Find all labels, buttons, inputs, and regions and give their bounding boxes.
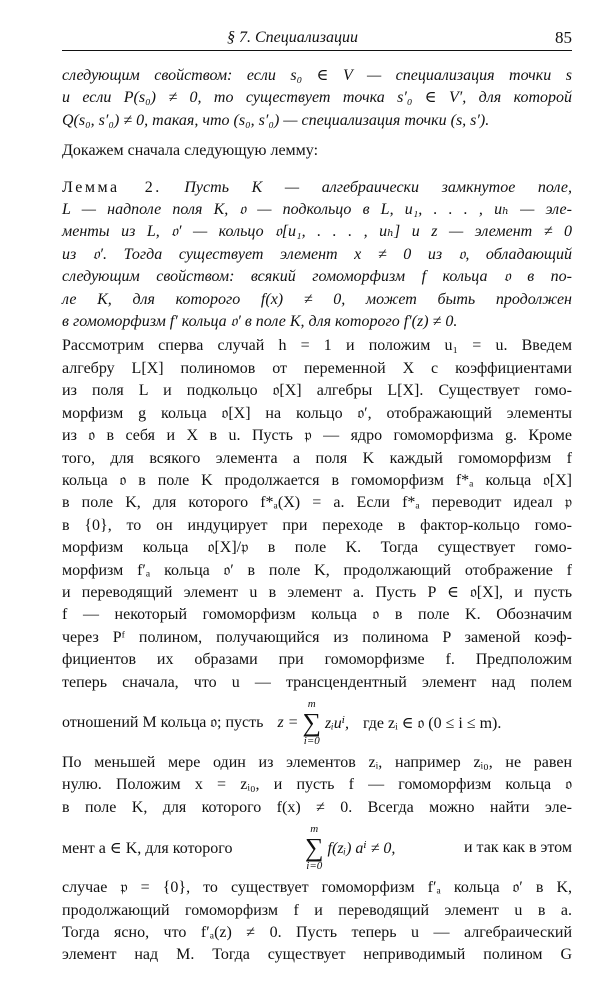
text-line: через Pᶠ полином, получающийся из полинома P заменой коэф- [62,628,572,646]
text-line: из 𝔬′. Тогда существует элемент x ≠ 0 из 𝔬, обладающий [62,245,572,263]
formula-z-sum [62,694,572,752]
text-line: кольца 𝔬 в поле K продолжается в гомоморфизм f*ₐ кольца 𝔬[X] [62,471,572,489]
lemma-text: Пусть K — алгебраически замкнутое поле, [184,178,573,196]
section-title: § 7. Специализации [227,29,358,46]
paragraph-proof [62,335,572,694]
formula-term: zᵢuⁱ, [325,714,350,732]
text-line: случае 𝔭 = {0}, то существует гомоморфизм f′ₐ кольца 𝔬′ в K, [62,879,572,897]
formula-suffix: и так как в этом [463,839,572,857]
sigma-glyph: ∑ [305,833,324,863]
text-line: Тогда ясно, что f′ₐ(z) ≠ 0. Пусть теперь u — алгебраический [62,924,572,941]
text-line: морфизм f′ₐ кольца 𝔬′ в поле K, продолжающий отображение f [62,561,572,579]
formula-suffix: где zᵢ ∈ 𝔬 (0 ≤ i ≤ m). [363,714,502,732]
text-line: из поля L и подкольцо 𝔬[X] алгебры L[X]. Существует гомо- [62,382,572,400]
text-line: в поле K, для которого f(x) ≠ 0. Всегда можно найти эле- [62,798,572,816]
text-line: и переводящий элемент u в элемент a. Пусть P ∈ 𝔬[X], и пусть [62,583,572,601]
text-line: следующим свойством: если s₀ ∈ V — специализация точки s [62,67,572,84]
page-body [62,65,572,967]
formula-term: f(zᵢ) aⁱ ≠ 0, [327,840,396,858]
text-line: и если P(s₀) ≠ 0, то существует точка s′₀ ∈ V′, для которой [62,89,572,107]
formula-body [301,824,395,872]
text-line: По меньшей мере один из элементов zᵢ, например zᵢ₀, не равен [62,753,572,771]
text-line: в гомоморфизм f′ кольца 𝔬′ в поле K, для которого f′(z) ≠ 0. [62,313,458,331]
lemma-label: Лемма 2. [62,178,162,196]
text-line: того, для всякого элемента a поля K каждый гомоморфизм f [62,449,572,467]
text-line: фициентов их образами при гомоморфизме f. Предположим [62,651,572,669]
formula-f-sum [62,819,572,877]
text-line: продолжающий гомоморфизм f и переводящий элемент u в a. [62,901,572,919]
text-line [62,177,572,199]
text-line: элемент над M. Тогда существует неприводимый полином G [62,946,572,964]
text-line: ле K, для которого f(x) ≠ 0, может быть продолжен [62,290,572,308]
paragraph-continuation [62,752,572,819]
text-line: Рассмотрим сперва случай h = 1 и положим u₁ = u. Введем [62,337,572,355]
text-line: алгебру L[X] полиномов от переменной X с коэффициентами [62,359,572,377]
lemma-2 [62,177,572,334]
text-line: менты из L, 𝔬′ — кольцо 𝔬[u₁, . . . , uₕ] и z — элемент ≠ 0 [62,223,572,241]
text-line: f — некоторый гомоморфизм кольца 𝔬 в поле K. Обозначим [62,606,572,624]
sum-lower-limit: i=0 [303,734,320,747]
text-line: нулю. Положим x = zᵢ₀, и пусть f — гомоморфизм кольца 𝔬 [62,776,572,794]
sum-upper-limit: m [307,697,316,710]
text-line: в {0}, то он индуцирует при переходе в фактор-кольцо гомо- [62,516,572,534]
sum-upper-limit: m [310,823,319,836]
text-line: морфизм g кольца 𝔬[X] на кольцо 𝔬′, отображающий элементы [62,404,572,422]
text-line: в поле K, для которого f*ₐ(X) = a. Если f*ₐ переводит идеал 𝔭 [62,494,572,512]
running-head [62,24,572,51]
paragraph-lemma-intro [62,140,572,162]
sum-lower-limit: i=0 [306,860,323,873]
text-line: из 𝔬 в себя и X в u. Пусть 𝔭 — ядро гомоморфизма g. Кроме [62,427,572,445]
formula-prefix: отношений M кольца 𝔬; пусть [62,713,264,731]
sigma-glyph: ∑ [302,707,322,737]
summation-sign [302,699,321,747]
text-line: Q(s₀, s′₀) ≠ 0, такая, что (s₀, s′₀) — специализация точки (s, s′). [62,111,490,129]
text-line: следующим свойством: всякий гомоморфизм f кольца 𝔬 в по- [62,268,572,286]
text-line: L — надполе поля K, 𝔬 — подкольцо в L, u₁, . . . , uₕ — эле- [62,201,572,219]
text-line: Докажем сначала следующую лемму: [62,142,319,160]
summation-sign [305,824,324,872]
text-line: морфизм кольца 𝔬[X]/𝔭 в поле K. Тогда существует гомо- [62,539,572,557]
paragraph-property [62,65,572,132]
formula-lhs: z = [277,713,299,731]
book-page [62,24,572,967]
paragraph-tail [62,877,572,967]
formula-prefix: мент a ∈ K, для которого [62,840,233,858]
page-number: 85 [555,28,572,47]
text-line: теперь сначала, что u — трансцендентный элемент над полем [62,673,572,691]
